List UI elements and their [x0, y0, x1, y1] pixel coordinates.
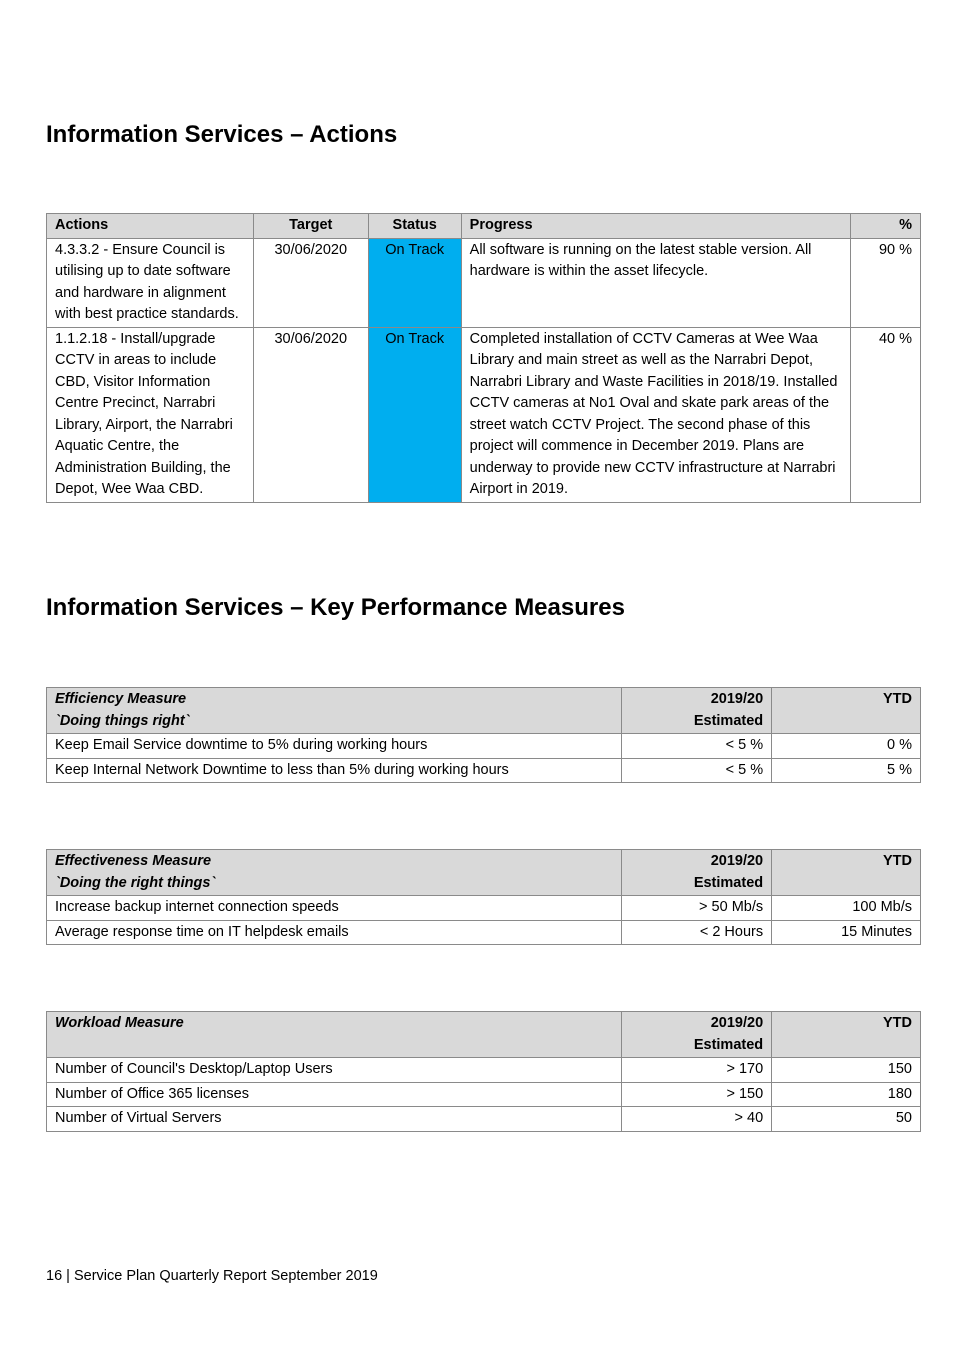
header-status: Status — [368, 214, 461, 239]
col-estimated: Estimated — [693, 874, 764, 891]
table-row — [47, 327, 921, 502]
table-row — [47, 896, 921, 921]
effectiveness-measure-header — [47, 850, 622, 896]
ytd-value: 0 % — [772, 734, 921, 759]
estimated-value: < 5 % — [622, 734, 772, 759]
header-progress: Progress — [461, 214, 850, 239]
action-text: 1.1.2.18 - Install/upgrade CCTV in areas to include CBD, Visitor Information Centre Precinct, Narrabri Library, Airport, the Narrabri Aquatic Centre, the Administration Building, the Depot, Wee Waa CBD. — [47, 327, 254, 502]
measure-label: Keep Internal Network Downtime to less than 5% during working hours — [47, 758, 622, 783]
ytd-value: 5 % — [772, 758, 921, 783]
ytd-value: 100 Mb/s — [772, 896, 921, 921]
estimated-value: > 150 — [622, 1082, 772, 1107]
workload-table — [46, 1011, 921, 1132]
actions-table — [46, 213, 921, 503]
status-badge: On Track — [368, 327, 461, 502]
table-row — [47, 1082, 921, 1107]
estimated-value: < 5 % — [622, 758, 772, 783]
measure-label: Average response time on IT helpdesk emails — [47, 920, 622, 945]
table-row — [47, 1107, 921, 1132]
efficiency-table — [46, 687, 921, 783]
kpi-title: Information Services – Key Performance Measures — [46, 594, 625, 621]
col-year: 2019/20 — [710, 853, 764, 869]
header-percent: % — [851, 214, 921, 239]
progress-text: All software is running on the latest stable version. All hardware is within the asset lifecycle. — [461, 238, 850, 327]
table-row — [47, 920, 921, 945]
measure-label: Increase backup internet connection speeds — [47, 896, 622, 921]
page-footer: 16 | Service Plan Quarterly Report September 2019 — [46, 1268, 378, 1284]
efficiency-measure-label: Efficiency Measure — [55, 691, 187, 707]
percent-value: 40 % — [851, 327, 921, 502]
efficiency-ytd-header: YTD — [772, 688, 921, 734]
ytd-value: 15 Minutes — [772, 920, 921, 945]
workload-estimated-header — [622, 1012, 772, 1058]
target-date: 30/06/2020 — [253, 327, 368, 502]
effectiveness-ytd-header: YTD — [772, 850, 921, 896]
measure-label: Keep Email Service downtime to 5% during working hours — [47, 734, 622, 759]
estimated-value: > 40 — [622, 1107, 772, 1132]
workload-measure-label: Workload Measure — [55, 1015, 184, 1031]
measure-label: Number of Office 365 licenses — [47, 1082, 622, 1107]
estimated-value: > 50 Mb/s — [622, 896, 772, 921]
col-estimated: Estimated — [693, 1036, 764, 1053]
effectiveness-estimated-header — [622, 850, 772, 896]
actions-header-row — [47, 214, 921, 239]
action-text: 4.3.3.2 - Ensure Council is utilising up to date software and hardware in alignment with best practice standards. — [47, 238, 254, 327]
header-target: Target — [253, 214, 368, 239]
table-row — [47, 238, 921, 327]
effectiveness-measure-subtitle: `Doing the right things` — [55, 874, 216, 891]
table-row — [47, 758, 921, 783]
table-row — [47, 1058, 921, 1083]
effectiveness-table — [46, 849, 921, 945]
col-year: 2019/20 — [710, 691, 764, 707]
workload-measure-header — [47, 1012, 622, 1058]
target-date: 30/06/2020 — [253, 238, 368, 327]
header-actions: Actions — [47, 214, 254, 239]
status-badge: On Track — [368, 238, 461, 327]
ytd-value: 50 — [772, 1107, 921, 1132]
effectiveness-header-row — [47, 850, 921, 896]
efficiency-header-row — [47, 688, 921, 734]
estimated-value: > 170 — [622, 1058, 772, 1083]
progress-text: Completed installation of CCTV Cameras at Wee Waa Library and main street as well as the Narrabri Depot, Narrabri Library and Waste Facilities in 2018/19. Installed CCTV cameras at No1 Oval and skate park areas of the street watch CCTV Project. The second phase of this project will commence in December 2019. Plans are underway to provide new CCTV infrastructure at Narrabri Airport in 2019. — [461, 327, 850, 502]
percent-value: 90 % — [851, 238, 921, 327]
measure-label: Number of Virtual Servers — [47, 1107, 622, 1132]
efficiency-measure-subtitle: `Doing things right` — [55, 712, 190, 729]
ytd-value: 180 — [772, 1082, 921, 1107]
efficiency-estimated-header — [622, 688, 772, 734]
actions-title: Information Services – Actions — [46, 121, 398, 148]
workload-header-row — [47, 1012, 921, 1058]
efficiency-measure-header — [47, 688, 622, 734]
workload-ytd-header: YTD — [772, 1012, 921, 1058]
measure-label: Number of Council's Desktop/Laptop Users — [47, 1058, 622, 1083]
estimated-value: < 2 Hours — [622, 920, 772, 945]
effectiveness-measure-label: Effectiveness Measure — [55, 853, 212, 869]
ytd-value: 150 — [772, 1058, 921, 1083]
col-estimated: Estimated — [693, 712, 764, 729]
col-year: 2019/20 — [710, 1015, 764, 1031]
table-row — [47, 734, 921, 759]
